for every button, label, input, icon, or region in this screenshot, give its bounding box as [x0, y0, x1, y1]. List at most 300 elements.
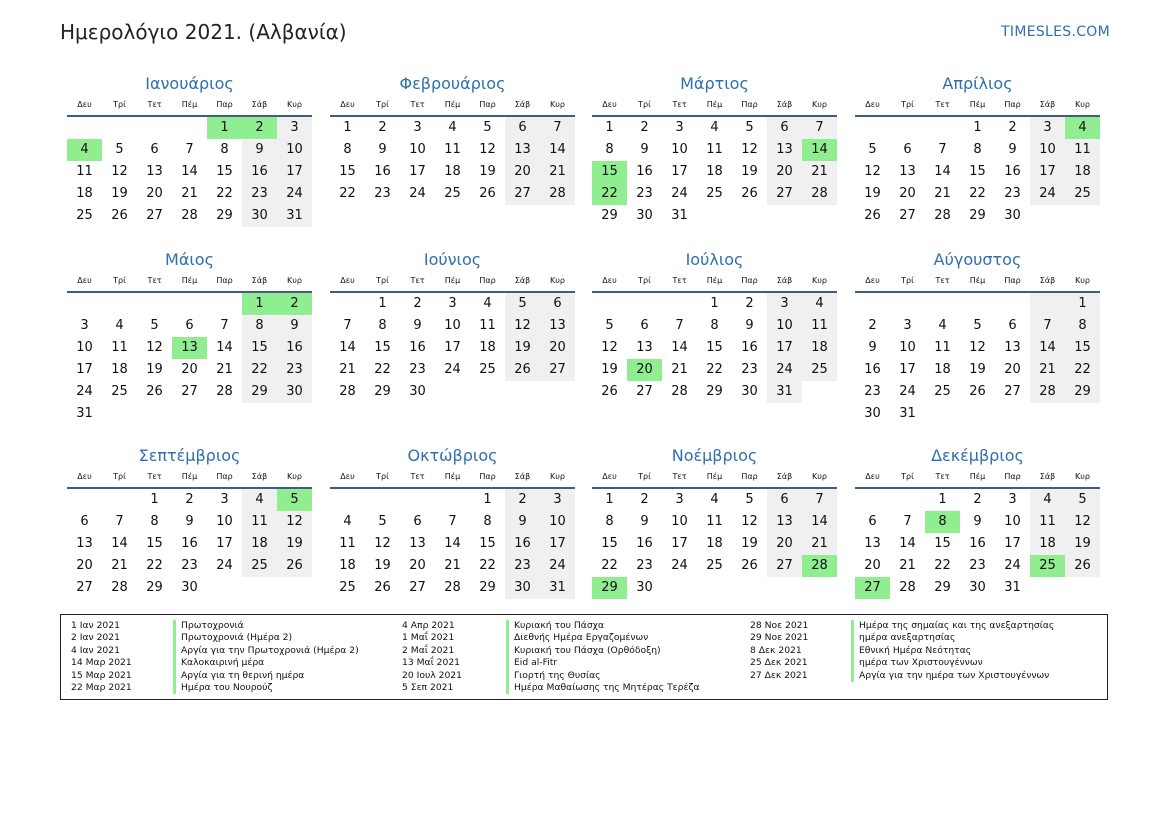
day-cell: 13 [864, 536, 881, 551]
day-cell: 20 [1004, 362, 1021, 377]
day-cell: 7 [343, 318, 352, 333]
day-cell: 4 [710, 492, 719, 507]
day-cell: 12 [864, 164, 881, 179]
day-cell: 11 [802, 315, 837, 337]
day-cell: 28 [181, 208, 198, 223]
day-cell: 20 [627, 359, 662, 381]
month-block [592, 250, 837, 403]
empty-cell [400, 489, 435, 511]
site-link[interactable]: TIMESLES.COM [1001, 24, 1110, 40]
weekday-label: Τρί [638, 100, 651, 109]
day-cell: 6 [185, 318, 194, 333]
day-cell: 28 [339, 384, 356, 399]
day-cell: 8 [1065, 315, 1100, 337]
day-cell: 5 [868, 142, 877, 157]
empty-cell [662, 293, 697, 315]
month-name: Ιανουάριος [145, 74, 234, 93]
day-cell: 13 [636, 340, 653, 355]
day-grid [592, 489, 837, 599]
day-cell: 16 [636, 536, 653, 551]
day-cell: 25 [111, 384, 128, 399]
empty-cell [1065, 205, 1100, 227]
day-cell: 24 [540, 555, 575, 577]
day-cell: 26 [374, 580, 391, 595]
legend-date: 1 Ιαν 2021 [71, 620, 120, 631]
day-cell: 29 [601, 208, 618, 223]
day-cell: 19 [864, 186, 881, 201]
day-cell: 25 [339, 580, 356, 595]
day-cell: 23 [741, 362, 758, 377]
empty-cell [890, 293, 925, 315]
day-cell: 23 [277, 359, 312, 381]
day-cell: 3 [277, 117, 312, 139]
empty-cell [102, 293, 137, 315]
day-cell: 13 [76, 536, 93, 551]
day-cell: 15 [146, 536, 163, 551]
day-cell: 9 [277, 315, 312, 337]
day-cell: 26 [146, 384, 163, 399]
day-cell: 5 [505, 293, 540, 315]
day-grid [330, 293, 575, 403]
day-cell: 25 [1065, 183, 1100, 205]
week-row [592, 293, 837, 315]
empty-cell [102, 489, 137, 511]
weekday-label: Πέμ [969, 276, 986, 285]
day-cell: 24 [277, 183, 312, 205]
day-cell: 10 [277, 139, 312, 161]
week-row [67, 577, 312, 599]
empty-cell [802, 381, 837, 403]
day-cell: 18 [339, 558, 356, 573]
weekday-label: Παρ [1004, 472, 1021, 481]
weekday-label: Τρί [638, 276, 651, 285]
weekday-label: Παρ [741, 276, 758, 285]
day-cell: 1 [242, 293, 277, 315]
week-row [67, 205, 312, 227]
empty-cell [172, 403, 207, 425]
empty-cell [67, 489, 102, 511]
day-cell: 11 [479, 318, 496, 333]
day-cell: 15 [601, 536, 618, 551]
empty-cell [67, 117, 102, 139]
day-cell: 17 [444, 340, 461, 355]
weekday-label: Σάβ [1039, 472, 1056, 481]
weekday-header [592, 468, 837, 485]
day-cell: 18 [479, 340, 496, 355]
day-cell: 3 [448, 296, 457, 311]
day-cell: 25 [444, 186, 461, 201]
day-cell: 14 [111, 536, 128, 551]
week-row [330, 161, 575, 183]
weekday-label: Τρί [901, 276, 914, 285]
day-cell: 29 [592, 577, 627, 599]
weekday-label: Πέμ [181, 276, 198, 285]
day-cell: 9 [640, 514, 649, 529]
weekday-label: Παρ [479, 472, 496, 481]
week-row [592, 139, 837, 161]
legend-date: 15 Μαρ 2021 [71, 669, 132, 681]
day-cell: 27 [855, 577, 890, 599]
weekday-label: Παρ [741, 100, 758, 109]
day-cell: 12 [741, 142, 758, 157]
month-block [67, 250, 312, 425]
day-cell: 23 [636, 186, 653, 201]
empty-cell [802, 577, 837, 599]
day-cell: 12 [505, 315, 540, 337]
empty-cell [435, 489, 470, 511]
weekday-label: Πέμ [444, 472, 461, 481]
weekday-header [67, 272, 312, 289]
empty-cell [890, 117, 925, 139]
weekday-label: Τρί [638, 472, 651, 481]
day-cell: 1 [483, 492, 492, 507]
weekday-label: Δευ [340, 472, 355, 481]
month-name: Μάιος [165, 250, 214, 269]
day-cell: 18 [934, 362, 951, 377]
empty-cell [732, 577, 767, 599]
day-cell: 9 [413, 318, 422, 333]
legend-date: 29 Νοε 2021 [750, 632, 809, 644]
day-cell: 16 [374, 164, 391, 179]
empty-cell [137, 117, 172, 139]
weekday-label: Δευ [602, 100, 617, 109]
day-cell: 4 [448, 120, 457, 135]
day-cell: 8 [925, 511, 960, 533]
day-cell: 3 [1030, 117, 1065, 139]
day-cell: 9 [640, 142, 649, 157]
day-cell: 2 [745, 296, 754, 311]
day-cell: 15 [969, 164, 986, 179]
day-cell: 10 [1004, 514, 1021, 529]
day-cell: 21 [216, 362, 233, 377]
day-cell: 26 [111, 208, 128, 223]
day-cell: 9 [378, 142, 387, 157]
empty-cell [505, 381, 540, 403]
legend-date: 4 Απρ 2021 [402, 620, 455, 631]
day-cell: 9 [242, 139, 277, 161]
day-cell: 18 [111, 362, 128, 377]
day-cell: 10 [1030, 139, 1065, 161]
weekday-label: Τετ [410, 100, 425, 109]
week-row [330, 315, 575, 337]
weekday-label: Κυρ [812, 472, 827, 481]
day-cell: 5 [150, 318, 159, 333]
day-cell: 30 [636, 208, 653, 223]
day-cell: 26 [741, 186, 758, 201]
legend-holiday-name: Πρωτοχρονιά (Ημέρα 2) [173, 632, 359, 644]
day-cell: 25 [706, 558, 723, 573]
weekday-label: Τετ [935, 276, 950, 285]
week-row [592, 381, 837, 403]
weekday-label: Σάβ [514, 472, 531, 481]
week-row [855, 315, 1100, 337]
day-cell: 12 [146, 340, 163, 355]
weekday-label: Παρ [741, 472, 758, 481]
day-cell: 8 [710, 318, 719, 333]
empty-cell [242, 577, 277, 599]
day-cell: 7 [802, 117, 837, 139]
week-row [330, 533, 575, 555]
day-cell: 27 [505, 183, 540, 205]
day-cell: 22 [339, 186, 356, 201]
day-cell: 12 [1065, 511, 1100, 533]
day-cell: 19 [969, 362, 986, 377]
day-cell: 4 [67, 139, 102, 161]
day-cell: 26 [969, 384, 986, 399]
day-cell: 28 [934, 208, 951, 223]
day-cell: 28 [802, 183, 837, 205]
weekday-label: Κυρ [287, 100, 302, 109]
day-cell: 4 [802, 293, 837, 315]
day-cell: 13 [1004, 340, 1021, 355]
day-cell: 19 [111, 186, 128, 201]
day-cell: 9 [973, 514, 982, 529]
day-cell: 17 [277, 161, 312, 183]
week-row [855, 489, 1100, 511]
day-cell: 11 [934, 340, 951, 355]
empty-cell [102, 403, 137, 425]
day-cell: 2 [868, 318, 877, 333]
day-cell: 5 [378, 514, 387, 529]
day-cell: 4 [710, 120, 719, 135]
day-cell: 12 [277, 511, 312, 533]
empty-cell [137, 403, 172, 425]
day-cell: 31 [1004, 580, 1021, 595]
day-cell: 29 [374, 384, 391, 399]
week-row [330, 293, 575, 315]
day-cell: 12 [111, 164, 128, 179]
weekday-label: Κυρ [812, 276, 827, 285]
weekday-label: Πέμ [181, 472, 198, 481]
day-cell: 11 [1030, 511, 1065, 533]
week-row [855, 359, 1100, 381]
weekday-header [855, 96, 1100, 113]
day-cell: 24 [767, 359, 802, 381]
day-cell: 3 [413, 120, 422, 135]
week-row [855, 555, 1100, 577]
day-cell: 18 [802, 337, 837, 359]
day-cell: 19 [146, 362, 163, 377]
day-cell: 26 [277, 555, 312, 577]
day-cell: 24 [409, 186, 426, 201]
day-cell: 21 [444, 558, 461, 573]
legend-date: 8 Δεκ 2021 [750, 644, 802, 656]
empty-cell [540, 381, 575, 403]
day-cell: 18 [242, 533, 277, 555]
day-cell: 6 [505, 117, 540, 139]
month-block [855, 446, 1100, 599]
week-row [67, 183, 312, 205]
weekday-label: Δευ [865, 100, 880, 109]
month-block [592, 74, 837, 227]
day-cell: 23 [242, 183, 277, 205]
day-cell: 3 [220, 492, 229, 507]
day-cell: 22 [592, 183, 627, 205]
day-cell: 16 [864, 362, 881, 377]
day-cell: 20 [146, 186, 163, 201]
legend-date: 22 Μαρ 2021 [71, 681, 132, 693]
weekday-label: Σάβ [251, 100, 268, 109]
day-cell: 14 [339, 340, 356, 355]
day-cell: 2 [640, 492, 649, 507]
day-cell: 30 [636, 580, 653, 595]
day-cell: 5 [1065, 489, 1100, 511]
day-cell: 21 [802, 161, 837, 183]
empty-cell [697, 577, 732, 599]
weekday-label: Δευ [602, 276, 617, 285]
empty-cell [855, 293, 890, 315]
day-cell: 30 [277, 381, 312, 403]
day-cell: 2 [242, 117, 277, 139]
day-cell: 3 [540, 489, 575, 511]
weekday-label: Σάβ [776, 276, 793, 285]
empty-cell [995, 293, 1030, 315]
day-cell: 10 [899, 340, 916, 355]
weekday-label: Δευ [865, 276, 880, 285]
day-cell: 29 [706, 384, 723, 399]
day-cell: 22 [969, 186, 986, 201]
empty-cell [767, 205, 802, 227]
legend-name-column [506, 620, 700, 694]
weekday-label: Πέμ [969, 100, 986, 109]
day-cell: 29 [934, 580, 951, 595]
day-cell: 20 [181, 362, 198, 377]
day-cell: 6 [1008, 318, 1017, 333]
day-cell: 25 [706, 186, 723, 201]
day-cell: 30 [181, 580, 198, 595]
day-cell: 9 [745, 318, 754, 333]
month-name: Αύγουστος [933, 250, 1022, 269]
empty-cell [802, 205, 837, 227]
day-cell: 14 [181, 164, 198, 179]
weekday-label: Τετ [935, 472, 950, 481]
day-cell: 23 [636, 558, 653, 573]
day-grid [67, 489, 312, 599]
day-cell: 1 [938, 492, 947, 507]
weekday-label: Παρ [216, 472, 233, 481]
week-row [67, 403, 312, 425]
day-cell: 31 [277, 205, 312, 227]
week-row [330, 381, 575, 403]
day-cell: 8 [605, 142, 614, 157]
day-cell: 28 [111, 580, 128, 595]
empty-cell [137, 293, 172, 315]
day-cell: 18 [706, 536, 723, 551]
weekday-label: Πέμ [444, 276, 461, 285]
day-cell: 24 [671, 186, 688, 201]
legend-date: 27 Δεκ 2021 [750, 669, 808, 681]
day-cell: 29 [242, 381, 277, 403]
weekday-label: Σάβ [251, 276, 268, 285]
day-cell: 3 [767, 293, 802, 315]
day-cell: 18 [1030, 533, 1065, 555]
week-row [67, 359, 312, 381]
day-cell: 30 [242, 205, 277, 227]
weekday-header [855, 468, 1100, 485]
day-cell: 23 [864, 384, 881, 399]
week-row [855, 183, 1100, 205]
day-cell: 5 [277, 489, 312, 511]
day-grid [67, 293, 312, 425]
day-cell: 5 [745, 492, 754, 507]
day-cell: 11 [111, 340, 128, 355]
day-cell: 30 [409, 384, 426, 399]
day-cell: 14 [802, 511, 837, 533]
legend-date-column [750, 620, 808, 682]
day-cell: 7 [903, 514, 912, 529]
day-cell: 27 [767, 183, 802, 205]
day-cell: 6 [903, 142, 912, 157]
day-cell: 22 [146, 558, 163, 573]
day-grid [330, 117, 575, 205]
month-block [855, 250, 1100, 425]
day-cell: 20 [505, 161, 540, 183]
empty-cell [102, 117, 137, 139]
day-cell: 28 [802, 555, 837, 577]
weekday-label: Πέμ [444, 100, 461, 109]
day-cell: 25 [934, 384, 951, 399]
day-cell: 4 [115, 318, 124, 333]
day-cell: 14 [802, 139, 837, 161]
empty-cell [662, 577, 697, 599]
weekday-label: Πέμ [181, 100, 198, 109]
weekday-label: Παρ [1004, 100, 1021, 109]
weekday-label: Κυρ [1075, 100, 1090, 109]
day-cell: 25 [242, 555, 277, 577]
day-cell: 10 [540, 511, 575, 533]
week-row [855, 161, 1100, 183]
day-cell: 11 [1065, 139, 1100, 161]
week-row [855, 577, 1100, 599]
week-row [855, 533, 1100, 555]
day-cell: 1 [343, 120, 352, 135]
month-name: Ιούλιος [685, 250, 744, 269]
day-cell: 9 [505, 511, 540, 533]
day-cell: 23 [374, 186, 391, 201]
day-cell: 2 [277, 293, 312, 315]
legend-name-column [173, 620, 359, 694]
day-cell: 25 [802, 359, 837, 381]
day-cell: 8 [483, 514, 492, 529]
day-cell: 24 [899, 384, 916, 399]
week-row [592, 315, 837, 337]
day-cell: 25 [479, 362, 496, 377]
legend-date: 20 Ιουλ 2021 [402, 669, 462, 681]
weekday-label: Τετ [410, 472, 425, 481]
week-row [592, 337, 837, 359]
day-cell: 14 [1030, 337, 1065, 359]
day-cell: 4 [343, 514, 352, 529]
day-cell: 22 [242, 359, 277, 381]
weekday-label: Κυρ [550, 472, 565, 481]
legend-holiday-name: Γιορτή της Θυσίας [506, 670, 700, 682]
week-row [855, 139, 1100, 161]
legend-date-column [71, 620, 132, 694]
week-row [330, 337, 575, 359]
day-cell: 24 [76, 384, 93, 399]
day-cell: 20 [540, 337, 575, 359]
day-cell: 18 [76, 186, 93, 201]
day-cell: 9 [868, 340, 877, 355]
day-cell: 10 [767, 315, 802, 337]
day-cell: 22 [479, 558, 496, 573]
day-cell: 16 [505, 533, 540, 555]
week-row [330, 555, 575, 577]
day-cell: 29 [479, 580, 496, 595]
day-cell: 7 [1030, 315, 1065, 337]
day-cell: 13 [505, 139, 540, 161]
week-row [330, 577, 575, 599]
